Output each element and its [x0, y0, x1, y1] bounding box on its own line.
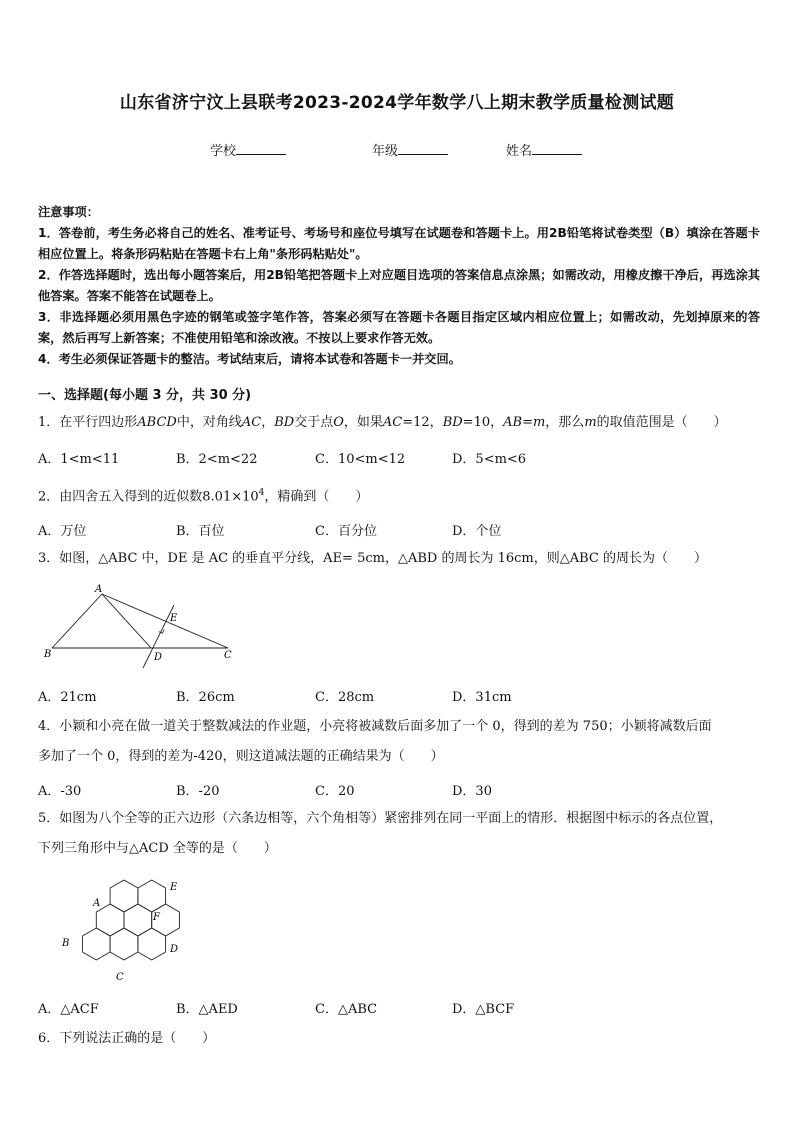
hexagon — [96, 904, 124, 936]
q1-var: O — [333, 415, 344, 430]
name-field — [506, 140, 582, 159]
label-f: F — [153, 912, 160, 923]
q1-var: BD — [274, 415, 295, 430]
q4-line-1: 4．小颖和小亮在做一道关于整数减法的作业题，小亮将被减数后面多加了一个 0，得到的差为 750；小颖将减数后面 — [38, 719, 712, 734]
question-5 — [38, 804, 762, 864]
section-heading: 一、选择题(每小题 3 分，共 30 分) — [38, 388, 252, 403]
q4-option-c[interactable]: C．20 — [315, 784, 355, 799]
q1-text: ，如果 — [343, 415, 383, 430]
question-2 — [38, 478, 762, 512]
name-label: 姓名 — [506, 144, 533, 159]
q4-option-d[interactable]: D．30 — [452, 784, 492, 799]
q5-option-a[interactable]: A．△ACF — [38, 1002, 99, 1017]
q1-text: ，那么 — [545, 415, 585, 430]
q2-exponent: 4 — [258, 488, 265, 498]
q1-option-a[interactable]: A．1<m<11 — [38, 452, 120, 467]
q4-option-a[interactable]: A．-30 — [38, 784, 82, 799]
notes-heading: 注意事项： — [38, 205, 99, 219]
label-b: B — [62, 938, 70, 949]
grade-label: 年级 — [372, 144, 399, 159]
question-3: 3．如图，△ABC 中，DE 是 AC 的垂直平分线，AE= 5cm，△ABD 的周长为 16cm，则△ABC 的周长为（ ） — [38, 551, 707, 566]
label-c: C — [224, 650, 232, 661]
question-1 — [38, 408, 762, 438]
label-a: A — [93, 898, 101, 909]
q3-options — [38, 686, 738, 706]
q1-text: 交于点 — [294, 415, 334, 430]
hexagon — [138, 928, 166, 960]
q4-options — [38, 780, 738, 800]
label-a: A — [95, 584, 103, 595]
q1-text: = — [522, 415, 533, 430]
label-e: E — [170, 882, 178, 893]
q4-line-2: 多加了一个 0，得到的差为-420，则这道减法题的正确结果为（ ） — [38, 749, 444, 764]
student-info-row — [0, 140, 794, 162]
side-ab — [52, 594, 102, 648]
note-item: 4．考生必须保证答题卡的整洁。考试结束后，请将本试卷和答题卡一并交回。 — [38, 352, 461, 366]
q2-option-c[interactable]: C．百分位 — [315, 524, 377, 539]
grade-blank — [398, 142, 448, 155]
q1-var: AC — [241, 415, 262, 430]
q1-var: AC — [382, 415, 403, 430]
note-item: 1．答卷前，考生务必将自己的姓名、准考证号、考场号和座位号填写在试题卷和答题卡上。用2B铅笔将试卷类型（B）填涂在答题卡相应位置上。将条形码粘贴在答题卡右上角"条形码粘贴处"。 — [38, 226, 760, 261]
notes-block — [38, 202, 760, 370]
school-field — [210, 140, 286, 159]
school-label: 学校 — [210, 144, 237, 159]
q4-option-b[interactable]: B．-20 — [176, 784, 220, 799]
q1-text: 的取值范围是（ ） — [596, 415, 727, 430]
q1-var: ABCD — [137, 415, 177, 430]
question-6: 6．下列说法正确的是（ ） — [38, 1031, 216, 1046]
hexagon — [110, 880, 138, 912]
q5-option-b[interactable]: B．△AED — [176, 1002, 238, 1017]
q1-text: =10， — [462, 415, 504, 430]
q1-option-d[interactable]: D．5<m<6 — [452, 452, 527, 467]
grade-field — [372, 140, 448, 159]
school-blank — [236, 142, 286, 155]
q2-options — [38, 520, 738, 540]
label-e: E — [170, 613, 178, 624]
q2-text: 2．由四舍五入得到的近似数 — [38, 489, 203, 505]
q2-option-d[interactable]: D．个位 — [452, 524, 502, 539]
q3-option-a[interactable]: A．21cm — [38, 690, 97, 705]
note-item: 2．作答选择题时，选出每小题答案后，用2B铅笔把答题卡上对应题目选项的答案信息点涂黑；如需改动，用橡皮擦干净后，再选涂其他答案。答案不能答在试题卷上。 — [38, 268, 760, 303]
q5-option-d[interactable]: D．△BCF — [452, 1002, 515, 1017]
q3-option-d[interactable]: D．31cm — [452, 690, 512, 705]
label-c: C — [116, 972, 124, 983]
segment-ad — [102, 594, 151, 648]
q1-text: ， — [261, 415, 275, 430]
q1-var: m — [532, 415, 546, 430]
q1-text: 中，对角线 — [176, 415, 242, 430]
note-item: 3．非选择题必须用黑色字迹的钢笔或签字笔作答，答案必须写在答题卡各题目指定区域内相应位置上；如需改动，先划掉原来的答案，然后再写上新答案；不准使用铅笔和涂改液。不按以上要求作答无效。 — [38, 310, 760, 345]
q1-var: m — [584, 415, 597, 430]
q1-option-c[interactable]: C．10<m<12 — [315, 452, 406, 467]
hexagon — [82, 928, 110, 960]
hexagon — [110, 928, 138, 960]
q5-line-2: 下列三角形中与△ACD 全等的是（ ） — [38, 841, 277, 856]
label-d: D — [154, 652, 163, 663]
q1-options — [38, 448, 738, 468]
q2-option-a[interactable]: A．万位 — [38, 524, 87, 539]
page-title: 山东省济宁汶上县联考2023-2024学年数学八上期末教学质量检测试题 — [119, 93, 675, 113]
q1-text: =12， — [402, 415, 443, 430]
q3-option-c[interactable]: C．28cm — [315, 690, 375, 705]
q5-options — [38, 998, 738, 1018]
q1-text: 1．在平行四边形 — [38, 415, 138, 430]
q1-option-b[interactable]: B．2<m<22 — [176, 452, 258, 467]
q5-line-1: 5．如图为八个全等的正六边形（六条边相等，六个角相等）紧密排列在同一平面上的情形．根据图中标示的各点位置， — [38, 811, 723, 826]
q1-var: BD — [442, 415, 463, 430]
label-d: D — [170, 944, 179, 955]
hexagon-grid — [82, 880, 179, 960]
label-b: B — [44, 649, 52, 660]
q5-option-c[interactable]: C．△ABC — [315, 1002, 378, 1017]
hexagon — [124, 904, 152, 936]
q2-number: 8.01×10 — [202, 489, 259, 505]
q1-var: AB — [503, 415, 523, 430]
q2-option-b[interactable]: B．百位 — [176, 524, 225, 539]
q3-triangle-figure — [38, 582, 248, 677]
q2-text: ，精确到（ ） — [264, 489, 369, 505]
q3-option-b[interactable]: B．26cm — [176, 690, 235, 705]
hexagon — [138, 880, 166, 912]
side-ac — [102, 594, 228, 648]
q5-hexagon-figure — [58, 872, 188, 984]
question-4 — [38, 712, 762, 772]
name-blank — [532, 142, 582, 155]
